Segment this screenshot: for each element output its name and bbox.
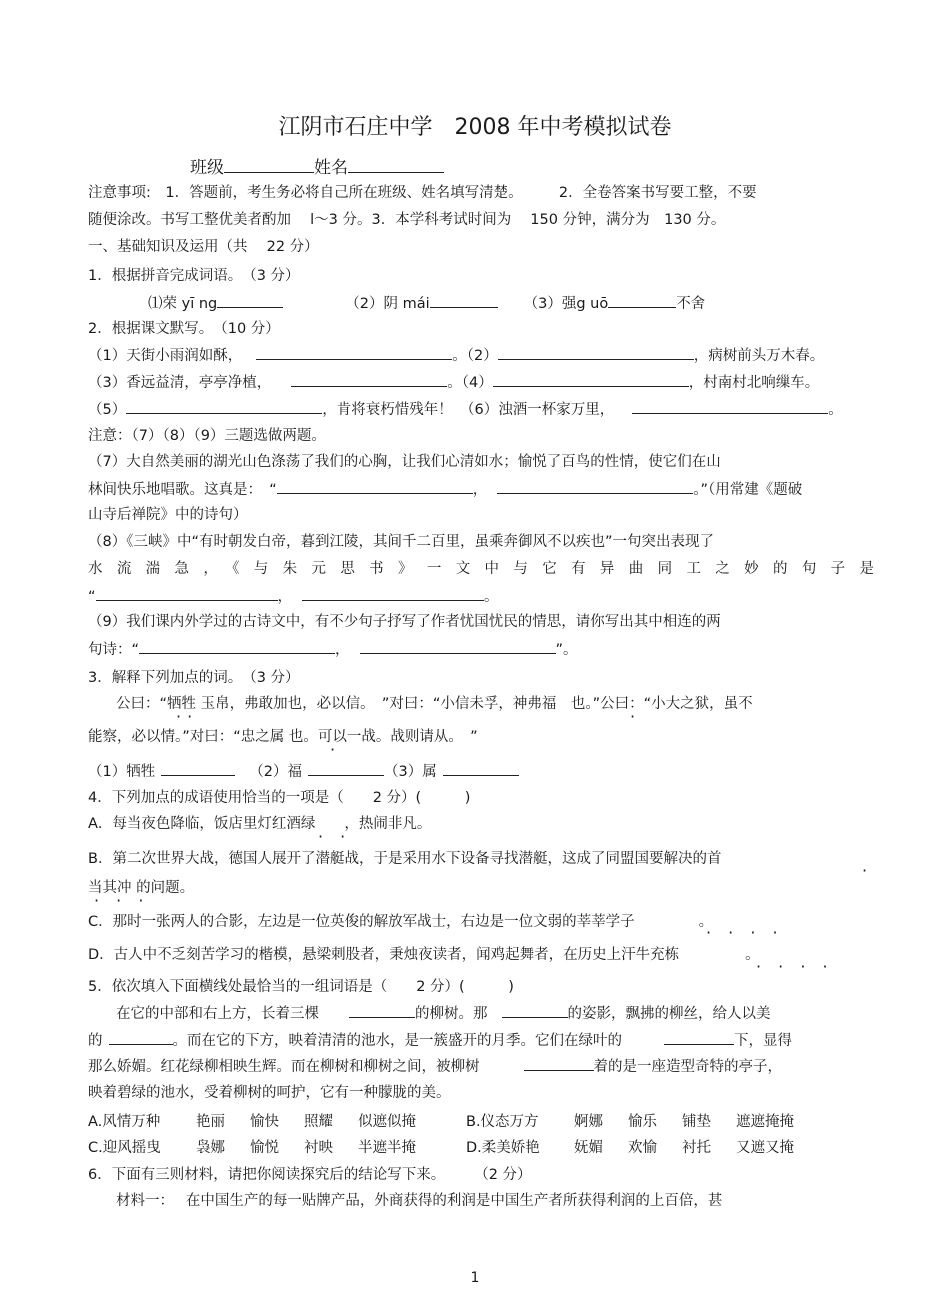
- page-number: 1: [470, 1270, 480, 1286]
- q9-blank-2[interactable]: [360, 639, 556, 654]
- q3-stem: 3．解释下列加点的词。 （3 分）: [88, 670, 300, 686]
- q5-option-c[interactable]: C.迎风摇曳: [88, 1140, 161, 1156]
- q5-option-a[interactable]: A.风情万种: [88, 1114, 161, 1130]
- q5-option-b-word: 婀娜: [574, 1114, 603, 1130]
- q2-blank-5[interactable]: [126, 399, 322, 414]
- q2-row-2: [88, 372, 819, 393]
- q5-option-c-word: 愉悦: [250, 1140, 279, 1156]
- emphasis-dots: ·: [630, 707, 642, 726]
- q1-stem: 1．根据拼音完成词语。 （3 分）: [88, 268, 300, 284]
- student-info-line: [190, 156, 444, 180]
- q5-p3-tail: 着的是一座造型奇特的亭子，: [593, 1059, 782, 1075]
- q2-row-3: [88, 399, 843, 420]
- q5-option-b[interactable]: B.仪态万方: [466, 1114, 539, 1130]
- q7-line-1: （7）大自然美丽的湖光山色涤荡了我们的心胸，让我们心清如水；愉悦了百鸟的性情，使它们在山: [88, 454, 721, 470]
- q2-blank-6[interactable]: [632, 399, 828, 414]
- section1-heading: 一、基础知识及运用（共 22 分）: [88, 239, 319, 255]
- q2-row-1: [88, 345, 824, 366]
- q5-option-c-word: 半遮半掩: [358, 1140, 416, 1156]
- q1-c-tail: 不舍: [676, 296, 706, 312]
- q8-blank-1[interactable]: [96, 586, 278, 601]
- q5-p1-text: 在它的中部和右上方，长着三棵: [116, 1006, 319, 1022]
- q2-blank-4[interactable]: [493, 372, 689, 387]
- q4-option-b-line-2: 当其冲 的问题。: [88, 880, 195, 896]
- name-label: 姓名: [314, 158, 348, 178]
- q2-blank-2[interactable]: [498, 345, 694, 360]
- q2-r1-tail: ，病树前头万木春。: [693, 348, 825, 364]
- q2-r2-tail: ，村南村北响缫车。: [688, 375, 820, 391]
- q4-d-tail: 。: [745, 947, 760, 963]
- q2-r1-text: （1）天街小雨润如酥，: [88, 348, 243, 364]
- q7-blank-1[interactable]: [277, 479, 473, 494]
- q5-option-b-word: 愉乐: [628, 1114, 657, 1130]
- q5-blank-5[interactable]: [524, 1056, 594, 1071]
- q1-c-label: （3）强g uō: [523, 296, 609, 312]
- q2-note: 注意：（7）（8）（9）三题选做两题。: [88, 428, 326, 444]
- q6-material-1: 材料一： 在中国生产的每一贴牌产品，外商获得的利润是中国生产者所获得利润的上百倍，甚: [116, 1193, 723, 1209]
- q1-c-blank[interactable]: [608, 293, 676, 308]
- q5-blank-3[interactable]: [109, 1030, 173, 1045]
- q7-blank-2[interactable]: [497, 479, 693, 494]
- q5-p3-text: 那么娇媚。红花绿柳相映生辉。而在柳树和柳树之间，被柳树: [88, 1059, 480, 1075]
- q5-option-a-word: 照耀: [304, 1114, 333, 1130]
- q2-r3-text: （5）: [88, 402, 127, 418]
- q9-line-2: [88, 639, 578, 660]
- q5-option-d-word: 又遮又掩: [736, 1140, 794, 1156]
- q7-tail: 。”（用常建《题破: [693, 482, 803, 498]
- q5-stem: 5．依次填入下面横线处最恰当的一组词语是（ 2 分）( ): [88, 979, 514, 995]
- q5-passage-1: [116, 1003, 771, 1024]
- q1-b-blank[interactable]: [430, 293, 498, 308]
- exam-title: 江阴市石庄中学 2008 年中考模拟试卷: [278, 115, 672, 140]
- q3-blank-3[interactable]: [443, 761, 519, 776]
- q7-line-3: 山寺后禅院》中的诗句）: [88, 507, 248, 523]
- q5-option-d-word: 妩媚: [574, 1140, 603, 1156]
- q5-option-b-word: 遮遮掩掩: [736, 1114, 794, 1130]
- q5-option-c-word: 袅娜: [196, 1140, 225, 1156]
- q6-stem: 6．下面有三则材料，请把你阅读探究后的结论写下来。 （2 分）: [88, 1167, 532, 1183]
- q8-comma: ，: [277, 589, 293, 605]
- q7-line-2: [88, 479, 802, 500]
- q9-line-1: （9）我们课内外学过的古诗文中，有不少句子抒写了作者忧国忧民的情思，请你写出其中相连的两: [88, 614, 721, 630]
- q2-r2-mid: 。（4）: [447, 375, 493, 391]
- q5-option-d-word: 欢愉: [628, 1140, 657, 1156]
- emphasis-dots: · · · ·: [706, 923, 784, 942]
- q3-passage-1: 公曰：“牺牲 玉帛，弗敢加也，必以信。 ”对曰：“小信未孚，神弗福 也。”公曰：“小大之狱，虽不: [116, 696, 753, 712]
- q5-option-a-word: 似遮似掩: [358, 1114, 416, 1130]
- q5-p2-mid: 。而在它的下方，映着清清的池水，是一簇盛开的月季。它们在绿叶的: [172, 1033, 622, 1049]
- emphasis-dots: · ·: [318, 827, 352, 846]
- q8-line-2: 水流湍急，《与朱元思书》一文中与它有异曲同工之妙的句子是: [88, 561, 874, 577]
- q8-quote: “: [88, 589, 96, 605]
- q5-blank-1[interactable]: [349, 1003, 415, 1018]
- q9-tail: ”。: [555, 642, 578, 658]
- q8-blank-2[interactable]: [302, 586, 484, 601]
- q2-r2-text: （3）香远益清，亭亭净植，: [88, 375, 272, 391]
- q5-option-b-word: 铺垫: [682, 1114, 711, 1130]
- name-blank[interactable]: [348, 158, 444, 173]
- notice-line-2: 随便涂改。书写工整优美者酌加 l～3 分。3．本学科考试时间为 150 分钟，满分为 130 分。: [88, 212, 726, 228]
- q4-option-b-line-1: B．第二次世界大战，德国人展开了潜艇战，于是采用水下设备寻找潜艇，这成了同盟国要解决的首: [88, 851, 722, 867]
- q3-a1-label: （1）牺牲: [88, 764, 156, 780]
- emphasis-dots: ·: [330, 740, 342, 759]
- q5-passage-3: [88, 1056, 782, 1077]
- q5-p1-mid: 的柳树。那: [415, 1006, 488, 1022]
- q7-text: 林间快乐地唱歌。这真是： “: [88, 482, 277, 498]
- q3-passage-2: 能察，必以情。”对曰：“忠之属 也。可以一战。战则请从。 ”: [88, 729, 478, 745]
- q3-a3-label: （3）属: [383, 764, 437, 780]
- q2-r3-mid: ，肯将衰朽惜残年！ （6）浊酒一杯家万里，: [322, 402, 615, 418]
- q3-blank-2[interactable]: [308, 761, 384, 776]
- q3-a2-label: （2）福: [249, 764, 302, 780]
- q4-stem: 4．下列加点的成语使用恰当的一项是（ 2 分）( ): [88, 790, 471, 806]
- notice-line-1: 注意事项: 1．答题前，考生务必将自己所在班级、姓名填写清楚。 2．全卷答案书写要工整，不要: [88, 185, 757, 201]
- emphasis-dots: · · ·: [94, 891, 150, 910]
- q5-option-a-word: 艳丽: [196, 1114, 225, 1130]
- q5-option-d[interactable]: D.柔美娇艳: [466, 1140, 540, 1156]
- emphasis-dots: ··: [176, 707, 199, 726]
- q5-passage-4: 映着碧绿的池水，受着柳树的呵护，它有一种朦胧的美。: [88, 1085, 451, 1101]
- q4-option-c: [88, 912, 713, 932]
- q2-r1-mid: 。（2）: [452, 348, 498, 364]
- q2-r3-tail: 。: [828, 402, 843, 418]
- q3-answers: [88, 761, 519, 782]
- q4-option-d: [88, 945, 760, 965]
- q5-p2-text: 的: [88, 1033, 103, 1049]
- q2-blank-3[interactable]: [291, 372, 447, 387]
- q8-line-3: [88, 586, 499, 607]
- q9-comma: ，: [335, 642, 350, 658]
- q2-stem: 2．根据课文默写。 （10 分）: [88, 321, 280, 337]
- q8-line-1: （8）《三峡》中“有时朝发白帝，暮到江陵，其间千二百里，虽乘奔御风不以疾也”一句突出表现了: [88, 534, 714, 550]
- q5-p1-tail: 的姿影，飘拂的柳丝，给人以美: [567, 1006, 771, 1022]
- q5-option-c-word: 衬映: [304, 1140, 333, 1156]
- q2-blank-1[interactable]: [256, 345, 452, 360]
- emphasis-dots: ·: [862, 861, 874, 880]
- q4-option-a: A．每当夜色降临，饭店里灯红酒绿 ，热闹非凡。: [88, 816, 432, 832]
- q5-passage-2: [88, 1030, 792, 1051]
- class-blank[interactable]: [224, 158, 314, 173]
- q9-text: 句诗：“: [88, 642, 140, 658]
- q5-blank-2[interactable]: [502, 1003, 568, 1018]
- q1-items: [148, 293, 705, 314]
- q5-option-d-word: 衬托: [682, 1140, 711, 1156]
- q4-c-text: C．那时一张两人的合影，左边是一位英俊的解放军战士，右边是一位文弱的莘莘学子: [88, 914, 635, 930]
- q7-comma: ，: [472, 482, 488, 498]
- q5-p2-tail: 下，显得: [734, 1033, 792, 1049]
- q5-option-a-word: 愉快: [250, 1114, 279, 1130]
- q9-blank-1[interactable]: [139, 639, 335, 654]
- emphasis-dots: · · · ·: [756, 957, 834, 976]
- q1-b-label: （2）阴 mái: [345, 296, 430, 312]
- class-label: 班级: [190, 158, 224, 178]
- q4-c-tail: 。: [698, 914, 714, 930]
- q4-d-text: D．古人中不乏刻苦学习的楷模，悬梁刺股者，秉烛夜读者，闻鸡起舞者，在历史上汗牛充栋: [88, 947, 680, 963]
- q8-tail: 。: [484, 589, 499, 605]
- q1-a-blank[interactable]: [217, 293, 283, 308]
- q1-a-label: ⑴荣 yī ng: [148, 296, 218, 312]
- q3-blank-1[interactable]: [161, 761, 235, 776]
- q5-blank-4[interactable]: [664, 1030, 734, 1045]
